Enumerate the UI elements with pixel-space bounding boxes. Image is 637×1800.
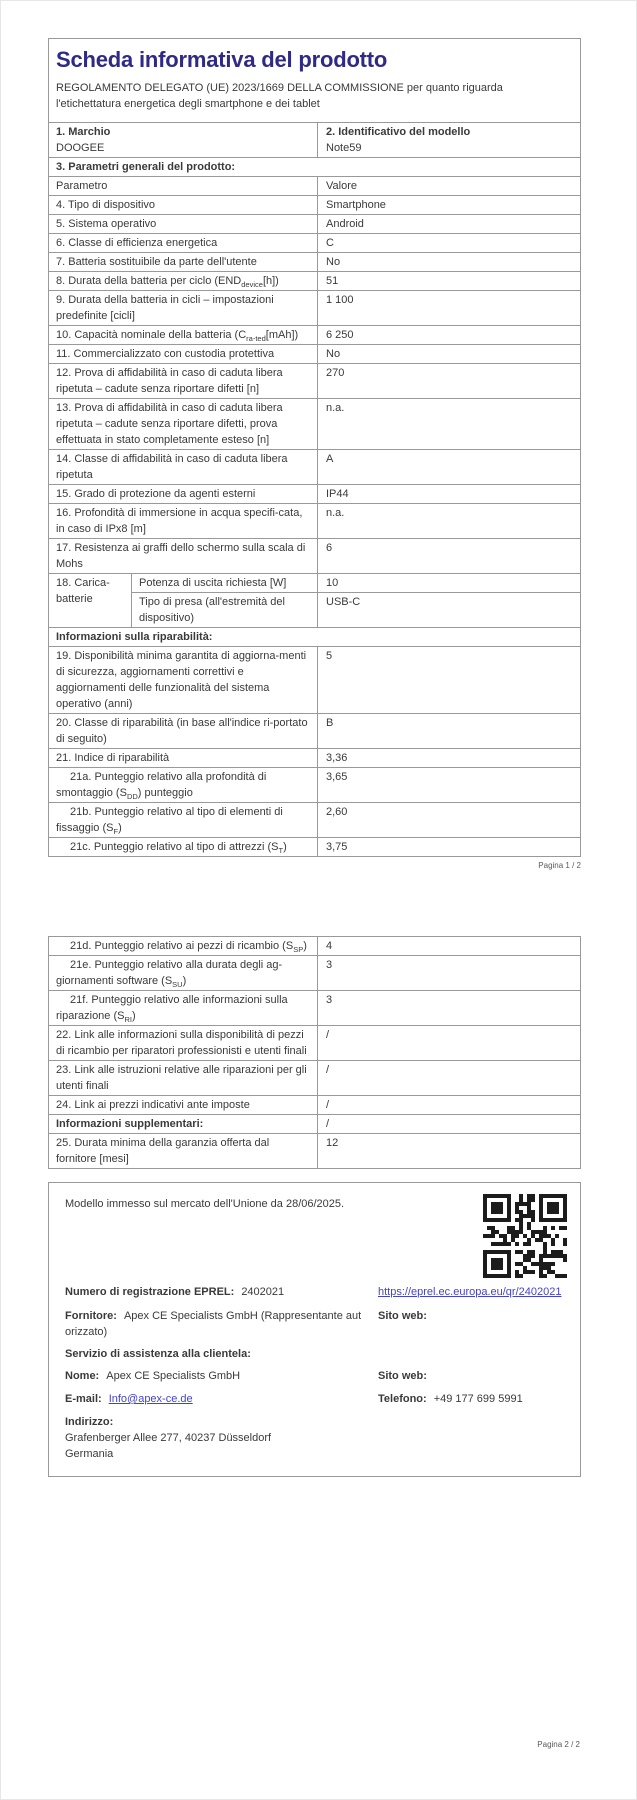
repairability-table-body [49,937,581,1169]
row-value: IP44 [318,485,581,504]
table-row [49,539,581,574]
row-label: 21c. Punteggio relativo al tipo di attrezzi $(S_T)$ [49,838,318,857]
row-value: / [318,1096,581,1115]
table-row [49,1115,581,1134]
brand-cell [49,123,318,158]
phone-cell [378,1391,564,1407]
model-cell [318,123,581,158]
table-row [49,291,581,326]
row-value: Valore [318,177,581,196]
row-label: 9. Durata della batteria in cicli – impostazioni predefinite [cicli] [49,291,318,326]
page-number-1: Pagina 1 / 2 [538,861,581,870]
row-value: A [318,450,581,485]
row-value: No [318,345,581,364]
eprel-link[interactable]: https://eprel.ec.europa.eu/qr/2402021 [378,1286,562,1298]
address-line-1: Grafenberger Allee 277, 40237 Düsseldorf [65,1432,272,1444]
table-row [49,1026,581,1061]
row-value: 5 [318,647,581,714]
title-cell [49,39,581,123]
parameters-table-body [49,158,581,857]
service-name-cell [65,1368,378,1384]
brand-value: DOOGEE [56,142,105,154]
row-value: Smartphone [318,196,581,215]
row-label: 23. Link alle istruzioni relative alle riparazioni per gli utenti finali [49,1061,318,1096]
row-value: 4 [318,937,581,956]
row-label: 7. Batteria sostituibile da parte dell'utente [49,253,318,272]
row-label: Parametro [49,177,318,196]
customer-service-heading: Servizio di assistenza alla clientela: [65,1348,251,1360]
eprel-number: 2402021 [241,1286,285,1298]
table-row [49,504,581,539]
phone-number: +49 177 699 5991 [433,1393,523,1405]
row-value: / [318,1061,581,1096]
document-page-2 [48,936,581,1477]
model-label: 2. Identificativo del modello [326,126,471,138]
row-value: USB-C [318,593,581,628]
row-label: 11. Commercializzato con custodia protettiva [49,345,318,364]
table-row [49,937,581,956]
row-label: 10. Capacità nominale della batteria $(C_{ra-ted}[mAh])$ [49,326,318,345]
document-page-1 [48,38,581,871]
row-value: 3,36 [318,749,581,768]
eprel-link-cell [378,1284,564,1300]
table-row [49,768,581,803]
row-value: n.a. [318,504,581,539]
row-value: 2,60 [318,803,581,838]
supplier-row [65,1308,564,1340]
page-title: Scheda informativa del prodotto [56,47,388,72]
row-label: 21d. Punteggio relativo ai pezzi di ricambio $(S_{SP})$ [49,937,318,956]
supplier-info-box [48,1182,581,1477]
eprel-label: Numero di registrazione EPREL: [65,1286,235,1298]
row-value: 3 [318,991,581,1026]
brand-label: 1. Marchio [56,126,111,138]
table-row [49,485,581,504]
row-value: 6 [318,539,581,574]
address-line-2: Germania [65,1448,114,1460]
table-row [49,803,581,838]
row-value: 10 [318,574,581,593]
email-link[interactable]: Info@apex-ce.de [108,1393,193,1405]
page-number-2: Pagina 2 / 2 [537,1740,580,1749]
row-value: 3,65 [318,768,581,803]
row-sublabel: Potenza di uscita richiesta [W] [132,574,318,593]
table-row [49,177,581,196]
row-value: 3 [318,956,581,991]
row-value: B [318,714,581,749]
repairability-table [48,936,581,1169]
table-row [49,234,581,253]
phone-label: Telefono: [378,1393,427,1405]
website-label-2: Sito web: [378,1370,427,1382]
table-row [49,272,581,291]
row-value: 1 100 [318,291,581,326]
row-label: 21f. Punteggio relativo alle informazioni sulla riparazione $(S_{RI})$ [49,991,318,1026]
row-label: 13. Prova di affidabilità in caso di caduta libera ripetuta – cadute senza riportare difetti, prova effettuata in stato completamente esteso [n] [49,399,318,450]
table-row [49,158,581,177]
row-label: 14. Classe di affidabilità in caso di caduta libera ripetuta [49,450,318,485]
table-row [49,1134,581,1169]
row-label: 21. Indice di riparabilità [49,749,318,768]
website-cell-1 [378,1308,564,1324]
row-value: Android [318,215,581,234]
row-label: 5. Sistema operativo [49,215,318,234]
row-label: 17. Resistenza ai graffi dello schermo sulla scala di Mohs [49,539,318,574]
product-info-table [48,38,581,857]
website-cell-2 [378,1368,564,1384]
table-row [49,628,581,647]
email-label: E-mail: [65,1393,102,1405]
table-row [49,749,581,768]
email-cell [65,1391,378,1407]
row-value: C [318,234,581,253]
table-row [49,956,581,991]
table-row [49,253,581,272]
table-row [49,215,581,234]
qr-code-icon [483,1194,567,1278]
row-label: 22. Link alle informazioni sulla disponibilità di pezzi di ricambio per riparatori professionisti e utenti finali [49,1026,318,1061]
website-label-1: Sito web: [378,1310,427,1322]
row-value: 3,75 [318,838,581,857]
row-value: / [318,1115,581,1134]
table-row [49,196,581,215]
table-row [49,714,581,749]
table-row [49,1061,581,1096]
row-label: 21b. Punteggio relativo al tipo di elementi di fissaggio $(S_F)$ [49,803,318,838]
table-row [49,1096,581,1115]
row-label: 21e. Punteggio relativo alla durata degli ag-giornamenti software $(S_{SU})$ [49,956,318,991]
name-label: Nome: [65,1370,100,1382]
section-label: Informazioni sulla riparabilità: [49,628,581,647]
row-label: 6. Classe di efficienza energetica [49,234,318,253]
title-row [49,39,581,123]
regulation-subtitle: REGOLAMENTO DELEGATO (UE) 2023/1669 DELLA COMMISSIONE per quanto riguarda l'etichettatura energetica degli smartphone e dei tablet [56,82,503,110]
table-row [49,399,581,450]
row-label: 25. Durata minima della garanzia offerta dal fornitore [mesi] [49,1134,318,1169]
brand-model-row [49,123,581,158]
row-label: 20. Classe di riparabilità (in base all'indice ri-portato di seguito) [49,714,318,749]
model-value: Note59 [326,142,362,154]
table-row [49,647,581,714]
row-label: 12. Prova di affidabilità in caso di caduta libera ripetuta – cadute senza riportare difetti [n] [49,364,318,399]
row-label: 18. Carica-batterie [49,574,132,628]
row-value: / [318,1026,581,1061]
service-name: Apex CE Specialists GmbH [106,1370,241,1382]
table-row [49,326,581,345]
row-label: 4. Tipo di dispositivo [49,196,318,215]
address-label: Indirizzo: [65,1416,114,1428]
row-value: 270 [318,364,581,399]
table-row [49,345,581,364]
row-value: 51 [318,272,581,291]
table-row [49,364,581,399]
eprel-row [65,1284,564,1300]
row-value: n.a. [318,399,581,450]
table-row [49,991,581,1026]
row-label: 15. Grado di protezione da agenti esterni [49,485,318,504]
row-label: 19. Disponibilità minima garantita di aggiorna-menti di sicurezza, aggiornamenti correttivi e aggiornamenti delle funzionalità del sistema operativo (anni) [49,647,318,714]
row-sublabel: Tipo di presa (all'estremità del dispositivo) [132,593,318,628]
table-row [49,450,581,485]
market-date-note: Modello immesso sul mercato dell'Unione da 28/06/2025. [65,1198,345,1210]
section-label: 3. Parametri generali del prodotto: [49,158,581,177]
table-row [49,574,581,593]
row-value: No [318,253,581,272]
row-label: 8. Durata della batteria per ciclo $(END_{device}[h])$ [49,272,318,291]
table-row [49,838,581,857]
row-label: 16. Profondità di immersione in acqua specifi-cata, in caso di IPx8 [m] [49,504,318,539]
row-label: 21a. Punteggio relativo alla profondità di smontaggio $(S_{DD})$ punteggio [49,768,318,803]
contact-row [65,1391,564,1407]
row-value: 12 [318,1134,581,1169]
address-block [65,1414,564,1462]
row-label: 24. Link ai prezzi indicativi ante imposte [49,1096,318,1115]
supplier-label: Fornitore: [65,1310,117,1322]
service-name-row [65,1368,564,1384]
eprel-registration [65,1284,378,1300]
row-label: Informazioni supplementari: [49,1115,318,1134]
row-value: 6 250 [318,326,581,345]
supplier-cell [65,1308,378,1340]
supplier-name: Apex CE Specialists GmbH (Rappresentante autorizzato) [65,1310,362,1338]
